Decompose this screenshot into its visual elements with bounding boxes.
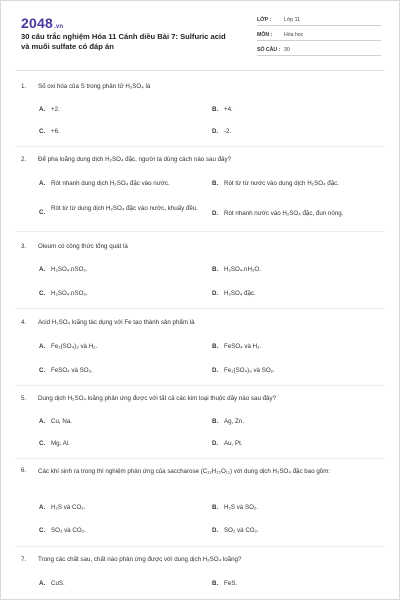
option-letter: B. [212,180,219,187]
question-text: Các khí sinh ra trong thí nghiệm phản ứng của saccharose (C₁₂H₂₂O₁₁) với dung dịch H₂SO₄ đặc bao gồm: [38,468,331,475]
option-text: H₂SO₄ đặc. [224,290,256,297]
info-row-count [257,45,381,56]
option-letter: C. [39,527,46,534]
option-text: H₂SO₄.nSO₃. [51,290,88,297]
question-number: 2. [21,156,27,163]
logo-suffix: .vn [53,24,64,30]
option-letter: B. [212,343,219,350]
question-number: 6. [21,467,27,474]
question-text: Để pha loãng dung dịch H₂SO₄ đặc, người ta dùng cách nào sau đây? [38,156,232,163]
option-text: Mg, Al. [51,440,70,447]
option-letter: B. [212,580,219,587]
option-text: H₂S và CO₂. [51,504,86,511]
option-letter: B. [212,504,219,511]
question-number: 7. [21,556,27,563]
info-key: SỐ CÂU : [257,47,281,53]
option-text: Au, Pt. [224,440,243,447]
option-letter: D. [212,440,219,447]
option-text: FeSO₄ và SO₂. [51,367,93,374]
option-text: CuS. [51,580,65,587]
document-title: 30 câu trắc nghiệm Hóa 11 Cánh diều Bài 7: Sulfuric acid và muối sulfate có đáp án [21,32,226,51]
question-number: 4. [21,319,27,326]
question-number: 5. [21,395,27,402]
option-letter: C. [39,209,46,216]
option-text: Rót nhanh nước vào H₂SO₄ đặc, đun nóng. [224,210,344,217]
option-text: FeSO₄ và H₂. [224,343,262,350]
option-letter: D. [212,128,219,135]
option-text: +6. [51,128,60,135]
info-key: LỚP : [257,17,272,23]
site-logo[interactable] [21,15,63,31]
option-letter: A. [39,106,46,113]
option-text: +2. [51,106,60,113]
option-text: +4. [224,106,233,113]
option-letter: D. [212,527,219,534]
option-letter: B. [212,266,219,273]
info-value: Lớp 11 [284,17,300,23]
option-letter: C. [39,128,46,135]
option-letter: C. [39,290,46,297]
header-divider [15,70,385,71]
question-text: Acid H₂SO₄ loãng tác dụng với Fe tạo thành sản phẩm là [38,319,195,326]
option-letter: A. [39,580,46,587]
option-letter: A. [39,504,46,511]
info-value: Hóa học [284,32,304,38]
info-value: 30 [284,47,290,53]
info-row-class [257,15,381,26]
question-text: Trong các chất sau, chất nào phản ứng được với dung dịch H₂SO₄ loãng? [38,556,242,563]
option-text: -2. [224,128,232,135]
option-letter: C. [39,367,46,374]
logo-text: 2048 [21,15,53,31]
option-text: H₂SO₄.nSO₂. [51,266,88,273]
option-letter: A. [39,418,46,425]
option-text: H₂SO₄.nH₂O. [224,266,261,273]
option-letter: D. [212,210,219,217]
option-text: Rót từ từ dung dịch H₂SO₄ đặc vào nước, khuấy đều. [51,205,198,212]
option-text: SO₂ và CO₂. [224,527,259,534]
option-letter: D. [212,290,219,297]
option-letter: A. [39,343,46,350]
question-number: 3. [21,243,27,250]
option-letter: D. [212,367,219,374]
question-text: Dung dịch H₂SO₄ loãng phản ứng được với tất cả các kim loại thuộc dãy nào sau đây? [38,395,277,402]
question-text: Oleum có công thức tổng quát là [38,243,128,250]
question-divider [15,458,385,459]
option-letter: B. [212,418,219,425]
option-text: SO₃ và CO₂. [51,527,86,534]
question-divider [15,308,385,309]
option-text: Cu, Na. [51,418,72,425]
option-letter: A. [39,180,46,187]
option-letter: A. [39,266,46,273]
option-text: Fe₂(SO₄)₃ và H₂. [51,343,98,350]
option-letter: C. [39,440,46,447]
option-letter: B. [212,106,219,113]
question-text: Số oxi hóa của S trong phân tử H₂SO₄ là [38,83,151,90]
option-text: Rót từ từ nước vào dung dịch H₂SO₄ đặc. [224,180,339,187]
question-divider [15,385,385,386]
option-text: Fe₂(SO₄)₃ và SO₂. [224,367,275,374]
option-text: Rót nhanh dung dịch H₂SO₄ đặc vào nước. [51,180,170,187]
option-text: H₂S và SO₂. [224,504,259,511]
question-number: 1. [21,83,27,90]
document-header [1,1,399,69]
question-divider [15,231,385,232]
question-divider [15,146,385,147]
option-text: Ag, Zn. [224,418,244,425]
info-key: MÔN : [257,32,273,38]
info-row-subject [257,30,381,41]
option-text: FeS. [224,580,238,587]
question-divider [15,546,385,547]
